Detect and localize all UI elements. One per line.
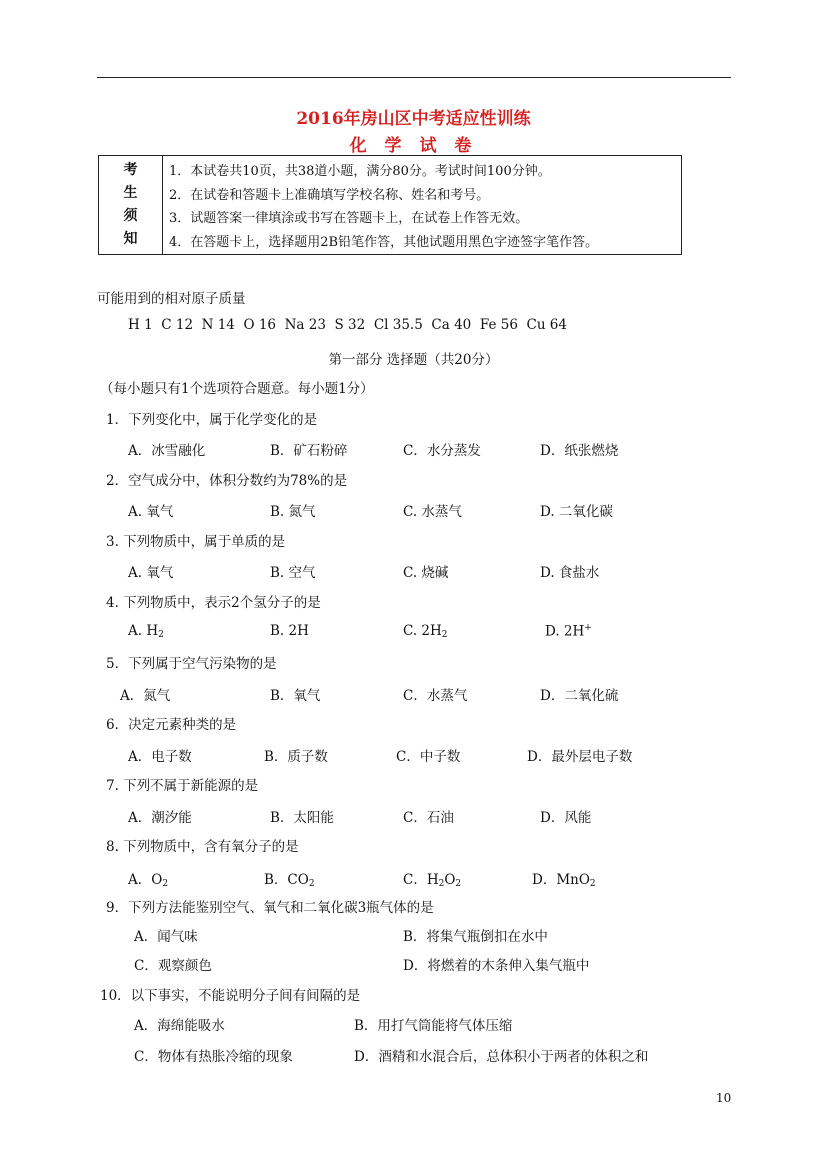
option-b: B. 氮气	[270, 504, 316, 520]
question-stem: 9．下列方法能鉴别空气、氧气和二氧化碳3瓶气体的是	[106, 900, 434, 916]
question-stem: 1．下列变化中，属于化学变化的是	[106, 412, 318, 428]
option-b	[264, 868, 315, 889]
option-c: C. 烧碱	[403, 565, 449, 581]
option-a: A．潮汐能	[128, 810, 192, 826]
notice-label-char: 考	[123, 162, 138, 178]
option-d: D．风能	[540, 810, 592, 826]
option-c-text: C．H	[403, 872, 439, 888]
option-a: A．氮气	[120, 688, 171, 704]
atomic-mass-list: H 1 C 12 N 14 O 16 Na 23 S 32 Cl 35.5 Ca 40 Fe 56 Cu 64	[128, 317, 567, 333]
option-a: A. 氧气	[128, 504, 174, 520]
notice-item: 4．在答题卡上，选择题用2B铅笔作答，其他试题用黑色字迹签字笔作答。	[169, 234, 599, 250]
option-c: C．物体有热胀冷缩的现象	[134, 1049, 293, 1065]
subscript: 2	[158, 630, 164, 640]
exam-title: 2016年房山区中考适应性训练	[296, 109, 531, 129]
question-stem: 2．空气成分中，体积分数约为78%的是	[106, 473, 348, 489]
option-b: B. 2H	[270, 623, 309, 639]
option-d	[532, 868, 596, 889]
option-c: C．水分蒸发	[403, 443, 481, 459]
notice-item: 2．在试卷和答题卡上准确填写学校名称、姓名和考号。	[169, 187, 490, 203]
subscript: 2	[438, 879, 445, 889]
option-c: C．观察颜色	[134, 958, 212, 974]
notice-label-char: 生	[123, 185, 138, 201]
superscript: +	[584, 623, 592, 633]
option-a: A．电子数	[128, 749, 192, 765]
section-note: （每小题只有1个选项符合题意。每小题1分）	[100, 381, 374, 397]
notice-label-char: 知	[123, 231, 138, 247]
notice-label-char: 须	[123, 208, 138, 224]
option-d: D．最外层电子数	[527, 749, 633, 765]
option-a	[128, 868, 168, 889]
option-c-text: C. 2H	[403, 623, 442, 639]
notice-box	[98, 155, 682, 255]
option-c	[403, 623, 448, 640]
option-a: A．海绵能吸水	[134, 1018, 225, 1034]
option-b: B．矿石粉碎	[270, 443, 348, 459]
option-b: B．质子数	[264, 749, 328, 765]
question-stem: 10．以下事实，不能说明分子间有间隔的是	[100, 988, 361, 1004]
option-d: D. 二氧化碳	[540, 504, 613, 520]
option-a: A．冰雪融化	[128, 443, 206, 459]
option-b: B．氧气	[270, 688, 321, 704]
option-a	[128, 623, 164, 640]
option-d: D. 食盐水	[540, 565, 600, 581]
question-stem: 4. 下列物质中，表示2个氢分子的是	[106, 595, 321, 611]
option-b: B．太阳能	[270, 810, 334, 826]
option-b: B. 空气	[270, 565, 316, 581]
question-stem: 6．决定元素种类的是	[106, 717, 237, 733]
option-a: A．闻气味	[134, 929, 198, 945]
question-stem: 8. 下列物质中，含有氧分子的是	[106, 839, 299, 855]
option-d-text: D．MnO	[532, 872, 590, 888]
option-d: D．二氧化硫	[540, 688, 619, 704]
option-a-text: A．O	[128, 872, 163, 888]
option-c: C．石油	[403, 810, 454, 826]
subscript: 2	[441, 630, 448, 640]
section-title: 第一部分 选择题（共20分）	[328, 352, 499, 368]
option-c-oxygen: O	[444, 872, 456, 888]
option-b: B．用打气筒能将气体压缩	[354, 1018, 513, 1034]
atomic-mass-label: 可能用到的相对原子质量	[97, 291, 246, 307]
option-d	[545, 623, 592, 640]
option-d: D．纸张燃烧	[540, 443, 619, 459]
page-number: 10	[716, 1091, 732, 1105]
option-a-text: A. H	[128, 623, 159, 639]
option-c: C．中子数	[396, 749, 461, 765]
notice-label	[99, 156, 163, 254]
subscript: 2	[455, 879, 462, 889]
question-stem: 5．下列属于空气污染物的是	[106, 656, 277, 672]
option-d-text: D. 2H	[545, 623, 585, 640]
question-stem: 7. 下列不属于新能源的是	[106, 778, 259, 794]
header-rule	[97, 77, 731, 78]
subscript: 2	[162, 879, 169, 889]
notice-item: 3．试题答案一律填涂或书写在答题卡上，在试卷上作答无效。	[169, 211, 529, 226]
option-a: A. 氧气	[128, 565, 174, 581]
option-b: B．将集气瓶倒扣在水中	[403, 929, 548, 945]
subscript: 2	[589, 879, 596, 889]
option-d: D．将燃着的木条伸入集气瓶中	[403, 958, 590, 974]
option-c	[403, 868, 461, 889]
notice-items	[163, 156, 681, 254]
option-b-text: B．CO	[264, 872, 309, 888]
exam-subtitle: 化 学 试 卷	[349, 136, 478, 156]
question-stem: 3. 下列物质中，属于单质的是	[106, 534, 286, 550]
notice-item: 1．本试卷共10页，共38道小题，满分80分。考试时间100分钟。	[169, 164, 551, 179]
option-c: C．水蒸气	[403, 688, 468, 704]
option-c: C. 水蒸气	[403, 504, 462, 520]
option-d: D．酒精和水混合后，总体积小于两者的体积之和	[354, 1049, 649, 1065]
subscript: 2	[308, 879, 315, 889]
